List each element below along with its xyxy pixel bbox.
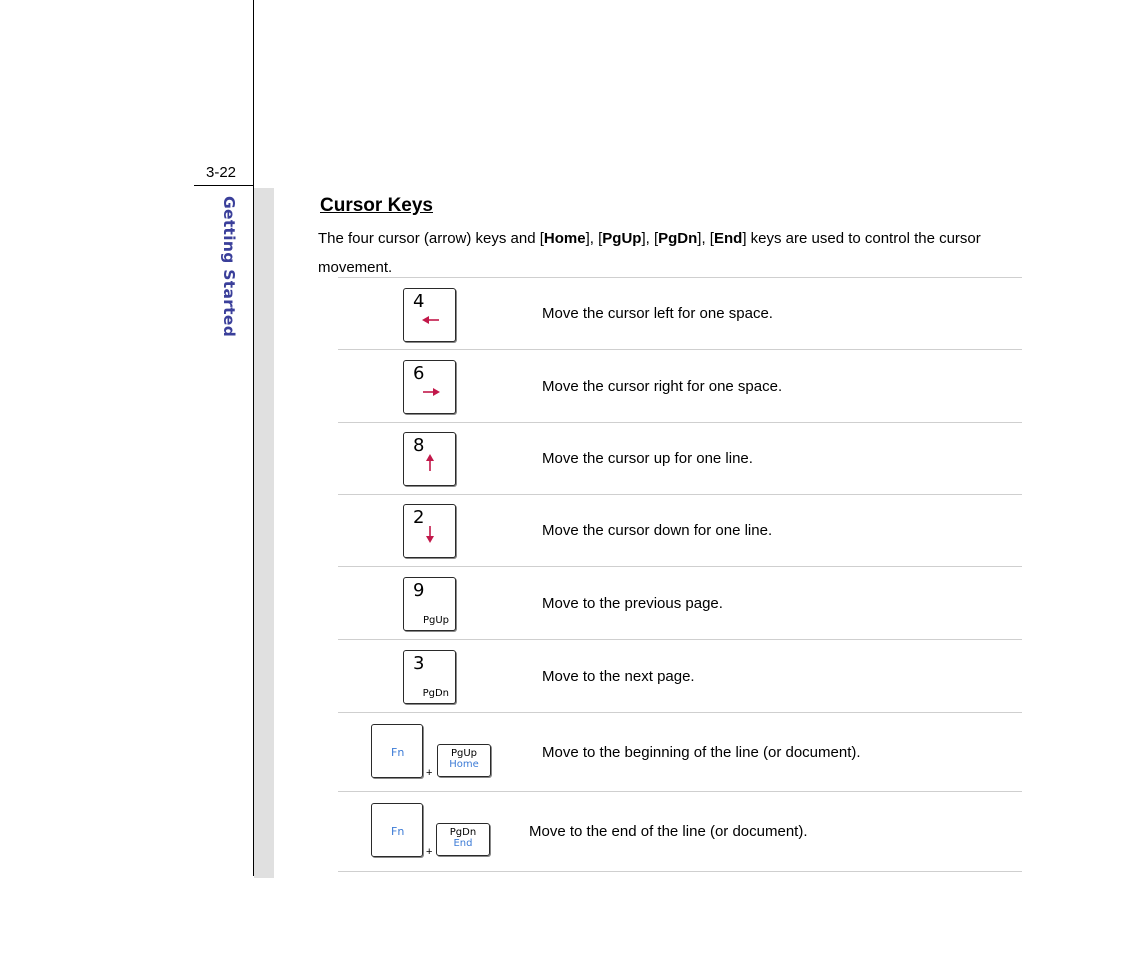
pgdn-end-key: PgDn End [436,823,490,856]
plus-sign: + [426,767,433,779]
table-row [338,566,1022,640]
table-row [338,712,1022,792]
pgup-home-key: PgUp Home [437,744,491,777]
intro-paragraph: The four cursor (arrow) keys and [Home], [PgUp], [PgDn], [End] keys are used to control the cursor movement. [318,230,981,276]
table-row [338,349,1022,422]
fn-key: Fn [371,803,423,857]
key-4: 4 [403,288,456,342]
row-description: Move the cursor down for one line. [542,522,773,539]
table-row [338,277,1022,350]
table-row [338,639,1022,713]
row-description: Move to the end of the line (or document). [529,823,808,840]
section-title: Cursor Keys [320,195,433,216]
row-description: Move to the previous page. [542,595,723,612]
key-3: 3 PgDn [403,650,456,704]
key-9: 9 PgUp [403,577,456,631]
plus-sign: + [426,846,433,858]
sidebar-band [254,188,274,878]
key-6: 6 [403,360,456,414]
key-2: 2 [403,504,456,558]
up-arrow-icon [425,454,435,474]
left-arrow-icon [422,313,440,327]
row-description: Move to the next page. [542,668,695,685]
row-description: Move to the beginning of the line (or document). [542,744,861,761]
down-arrow-icon [425,525,435,545]
table-row [338,791,1022,872]
table-row [338,422,1022,495]
page-number: 3-22 [206,164,237,181]
fn-key: Fn [371,724,423,778]
row-description: Move the cursor right for one space. [542,378,783,395]
header-rule [194,185,254,186]
row-description: Move the cursor left for one space. [542,305,773,322]
chapter-title: Getting Started [220,196,238,338]
key-8: 8 [403,432,456,486]
row-description: Move the cursor up for one line. [542,450,753,467]
right-arrow-icon [422,385,440,399]
table-row [338,494,1022,567]
